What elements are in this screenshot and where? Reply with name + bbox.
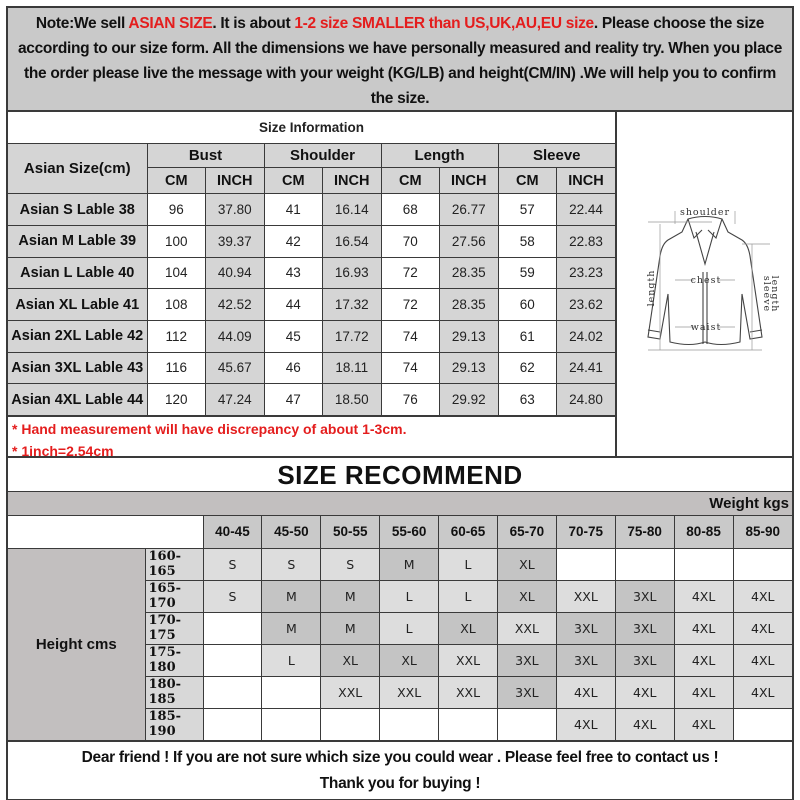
size-note [8, 8, 792, 112]
size-value: 16.14 [323, 194, 382, 226]
size-value: 24.41 [557, 352, 616, 384]
weight-axis-label: Weight kgs [8, 492, 792, 516]
size-value: 72 [381, 289, 440, 321]
size-row [8, 320, 615, 352]
note-smaller-warning: 1-2 size SMALLER than US,UK,AU,EU size [294, 15, 594, 32]
size-information-section [8, 112, 792, 458]
size-value: 29.92 [440, 384, 499, 416]
weight-header: 75-80 [615, 516, 674, 548]
weight-header: 40-45 [203, 516, 262, 548]
unit-header-inch: INCH [206, 168, 265, 194]
recommended-size: M [321, 580, 380, 612]
size-value: 18.11 [323, 352, 382, 384]
recommended-size [497, 708, 556, 740]
size-value: 24.02 [557, 320, 616, 352]
size-value: 22.44 [557, 194, 616, 226]
recommended-size [733, 708, 792, 740]
size-value: 45.67 [206, 352, 265, 384]
shoulder-header: Shoulder [264, 144, 381, 168]
recommended-size: S [321, 548, 380, 580]
size-value: 70 [381, 225, 440, 257]
unit-header-inch: INCH [323, 168, 382, 194]
size-value: 40.94 [206, 257, 265, 289]
recommended-size: S [203, 548, 262, 580]
recommended-size: 4XL [674, 644, 733, 676]
size-value: 28.35 [440, 257, 499, 289]
recommended-size: L [380, 612, 439, 644]
length-header: Length [381, 144, 498, 168]
footer-contact-line: Dear friend ! If you are not sure which size you could wear . Please feel free to contact us ! [81, 748, 719, 766]
size-label: Asian S Lable 38 [8, 194, 147, 226]
recommended-size: M [262, 580, 321, 612]
size-value: 60 [498, 289, 557, 321]
recommended-size: L [380, 580, 439, 612]
recommended-size: XXL [439, 676, 498, 708]
size-label: Asian XL Lable 41 [8, 289, 147, 321]
size-value: 43 [264, 257, 323, 289]
weight-header: 50-55 [321, 516, 380, 548]
recommended-size: 3XL [615, 612, 674, 644]
size-value: 17.72 [323, 320, 382, 352]
recommended-size: 4XL [556, 676, 615, 708]
recommended-size: M [321, 612, 380, 644]
diagram-length-label: length [645, 269, 657, 307]
size-value: 42.52 [206, 289, 265, 321]
note-mid: . It is about [212, 15, 295, 32]
recommend-row [8, 548, 792, 580]
size-value: 74 [381, 320, 440, 352]
size-row [8, 352, 615, 384]
size-value: 45 [264, 320, 323, 352]
recommended-size [203, 708, 262, 740]
recommended-size [556, 548, 615, 580]
size-value: 37.80 [206, 194, 265, 226]
diagram-sleeve-length-label: length [768, 275, 780, 313]
size-value: 62 [498, 352, 557, 384]
size-value: 42 [264, 225, 323, 257]
recommended-size: 4XL [615, 676, 674, 708]
size-value: 29.13 [440, 352, 499, 384]
size-value: 112 [147, 320, 206, 352]
recommended-size [203, 676, 262, 708]
size-value: 58 [498, 225, 557, 257]
size-value: 28.35 [440, 289, 499, 321]
weight-header: 70-75 [556, 516, 615, 548]
size-label: Asian 3XL Lable 43 [8, 352, 147, 384]
diagram-sleeve-label: sleeve [760, 275, 772, 313]
diagram-shoulder-label: shoulder [679, 207, 730, 218]
note-rest: . Please choose the size according to our size form. All the dimensions we have personally measured and reality try. When you place the order please live the message with your weight (KG/LB) and height(CM/IN) .We will help you to confirm the size. [17, 15, 783, 107]
recommended-size: 4XL [674, 676, 733, 708]
size-value: 74 [381, 352, 440, 384]
size-information-table [8, 112, 615, 416]
weight-header: 65-70 [497, 516, 556, 548]
recommended-size: XXL [497, 612, 556, 644]
unit-header-cm: CM [264, 168, 323, 194]
recommended-size: 3XL [497, 676, 556, 708]
recommended-size [203, 612, 262, 644]
note-prefix: Note:We sell [35, 15, 129, 32]
size-value: 116 [147, 352, 206, 384]
size-row [8, 384, 615, 416]
height-range: 180-185 [145, 676, 203, 708]
size-value: 76 [381, 384, 440, 416]
size-value: 68 [381, 194, 440, 226]
size-value: 61 [498, 320, 557, 352]
size-value: 22.83 [557, 225, 616, 257]
size-label: Asian L Lable 40 [8, 257, 147, 289]
note-inch-conversion: * 1inch=2.54cm [12, 443, 114, 459]
recommended-size: 3XL [556, 644, 615, 676]
size-value: 120 [147, 384, 206, 416]
recommended-size: XXL [380, 676, 439, 708]
size-value: 16.93 [323, 257, 382, 289]
recommended-size: 4XL [674, 708, 733, 740]
asian-size-header: Asian Size(cm) [8, 144, 147, 194]
unit-header-cm: CM [147, 168, 206, 194]
size-value: 96 [147, 194, 206, 226]
size-recommend-table [8, 516, 792, 741]
size-chart [6, 6, 794, 800]
size-value: 39.37 [206, 225, 265, 257]
recommended-size: L [439, 580, 498, 612]
bust-header: Bust [147, 144, 264, 168]
recommended-size: 4XL [733, 644, 792, 676]
size-value: 23.62 [557, 289, 616, 321]
weight-header: 60-65 [439, 516, 498, 548]
height-range: 160-165 [145, 548, 203, 580]
weight-header: 80-85 [674, 516, 733, 548]
height-range: 185-190 [145, 708, 203, 740]
recommended-size: 4XL [733, 612, 792, 644]
note-hand-measurement: * Hand measurement will have discrepancy of about 1-3cm. [12, 421, 407, 437]
height-range: 165-170 [145, 580, 203, 612]
measurement-notes [8, 416, 615, 463]
recommended-size: XL [497, 580, 556, 612]
corner-cell [8, 516, 203, 548]
recommended-size: 4XL [733, 676, 792, 708]
recommended-size: 3XL [497, 644, 556, 676]
shirt-measurement-icon [630, 194, 780, 374]
recommended-size [733, 548, 792, 580]
unit-header-inch: INCH [440, 168, 499, 194]
unit-header-cm: CM [498, 168, 557, 194]
size-value: 44.09 [206, 320, 265, 352]
size-value: 59 [498, 257, 557, 289]
recommended-size: XXL [439, 644, 498, 676]
size-value: 44 [264, 289, 323, 321]
size-row [8, 194, 615, 226]
size-value: 46 [264, 352, 323, 384]
size-row [8, 225, 615, 257]
recommended-size: M [380, 548, 439, 580]
size-value: 16.54 [323, 225, 382, 257]
size-label: Asian 2XL Lable 42 [8, 320, 147, 352]
unit-header-inch: INCH [557, 168, 616, 194]
recommended-size [674, 548, 733, 580]
size-recommend-title: SIZE RECOMMEND [8, 458, 792, 492]
size-value: 17.32 [323, 289, 382, 321]
height-axis-label: Height cms [8, 548, 145, 740]
size-label: Asian 4XL Lable 44 [8, 384, 147, 416]
recommended-size: S [262, 548, 321, 580]
size-row [8, 289, 615, 321]
recommended-size: XL [321, 644, 380, 676]
recommended-size: S [203, 580, 262, 612]
recommended-size [439, 708, 498, 740]
weight-header: 45-50 [262, 516, 321, 548]
size-value: 100 [147, 225, 206, 257]
size-value: 104 [147, 257, 206, 289]
size-value: 72 [381, 257, 440, 289]
recommended-size: 3XL [556, 612, 615, 644]
recommended-size [262, 676, 321, 708]
recommended-size: 4XL [556, 708, 615, 740]
recommended-size: 4XL [674, 612, 733, 644]
size-value: 29.13 [440, 320, 499, 352]
footer-message [8, 741, 792, 799]
unit-header-cm: CM [381, 168, 440, 194]
size-value: 27.56 [440, 225, 499, 257]
recommended-size: M [262, 612, 321, 644]
note-asian-size: ASIAN SIZE [128, 15, 213, 32]
recommended-size: XXL [321, 676, 380, 708]
recommended-size: XL [439, 612, 498, 644]
recommended-size [203, 644, 262, 676]
recommended-size: XL [497, 548, 556, 580]
weight-header: 55-60 [380, 516, 439, 548]
recommended-size [262, 708, 321, 740]
size-value: 47.24 [206, 384, 265, 416]
size-value: 23.23 [557, 257, 616, 289]
height-range: 170-175 [145, 612, 203, 644]
size-value: 47 [264, 384, 323, 416]
size-value: 26.77 [440, 194, 499, 226]
sleeve-header: Sleeve [498, 144, 615, 168]
size-value: 108 [147, 289, 206, 321]
recommended-size: XXL [556, 580, 615, 612]
recommended-size: XL [380, 644, 439, 676]
size-label: Asian M Lable 39 [8, 225, 147, 257]
recommended-size: 3XL [615, 644, 674, 676]
recommended-size [380, 708, 439, 740]
size-value: 57 [498, 194, 557, 226]
diagram-waist-label: waist [690, 322, 721, 333]
recommended-size: 4XL [615, 708, 674, 740]
recommended-size: 3XL [615, 580, 674, 612]
size-value: 63 [498, 384, 557, 416]
recommended-size: L [262, 644, 321, 676]
recommended-size: 4XL [733, 580, 792, 612]
size-value: 41 [264, 194, 323, 226]
size-value: 24.80 [557, 384, 616, 416]
weight-header: 85-90 [733, 516, 792, 548]
diagram-chest-label: chest [690, 275, 721, 286]
footer-thanks-line: Thank you for buying ! [319, 774, 481, 792]
size-value: 18.50 [323, 384, 382, 416]
shirt-diagram [617, 112, 792, 456]
recommended-size: L [439, 548, 498, 580]
size-row [8, 257, 615, 289]
recommended-size [615, 548, 674, 580]
height-range: 175-180 [145, 644, 203, 676]
recommended-size [321, 708, 380, 740]
recommended-size: 4XL [674, 580, 733, 612]
size-information-title: Size Information [8, 112, 615, 144]
